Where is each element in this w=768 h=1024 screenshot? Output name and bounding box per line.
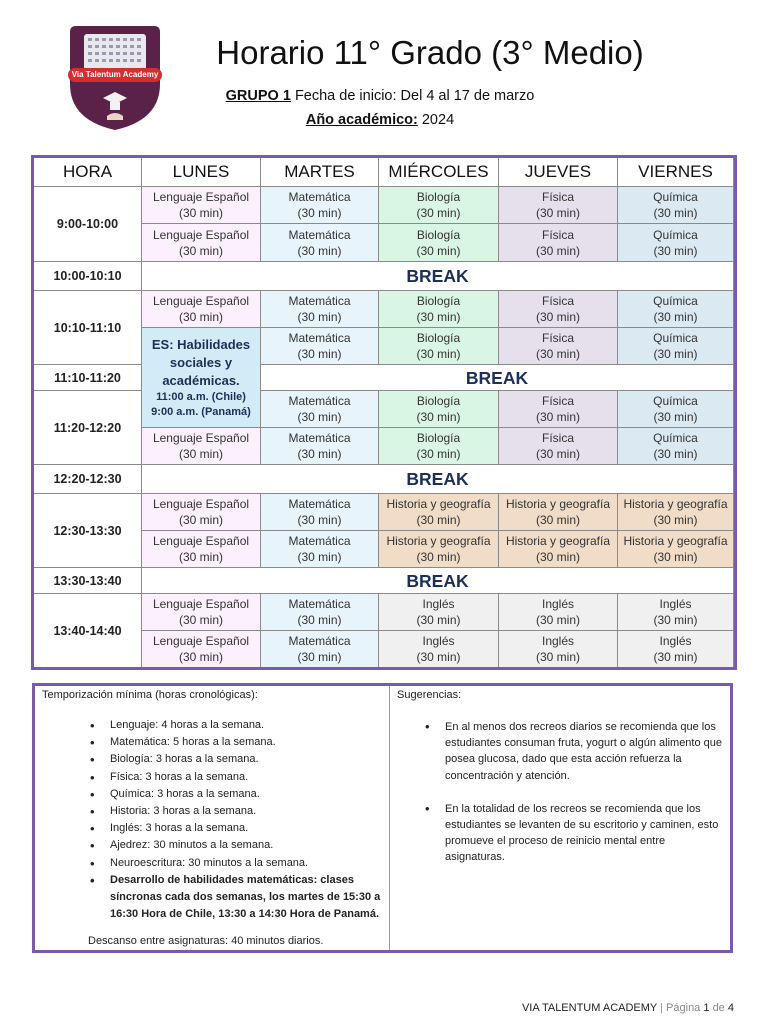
group-line [200, 88, 560, 104]
minimum-timing-title: Temporización mínima (horas cronológicas): [42, 689, 258, 701]
subject-duration: (30 min) [535, 513, 580, 527]
break-row [142, 262, 734, 291]
subject-duration: (30 min) [416, 206, 461, 220]
special-line: académicas. [162, 372, 240, 388]
break-label: BREAK [406, 570, 469, 591]
subject-duration: (30 min) [535, 206, 580, 220]
time-slot-label: 10:10-11:10 [53, 320, 122, 335]
subject-name: Historia y geografía [623, 534, 728, 548]
schedule-cell [499, 391, 618, 428]
time-slot [34, 291, 142, 365]
schedule-cell [142, 494, 261, 531]
subject-name: Física [541, 190, 574, 204]
minimum-timing-panel [35, 686, 390, 950]
schedule-cell [499, 631, 618, 668]
schedule-cell [618, 291, 734, 328]
subject-name: Inglés [659, 634, 692, 648]
subject-name: Lenguaje Español [152, 534, 250, 548]
column-header-label: MIÉRCOLES [388, 162, 489, 181]
year-line [200, 112, 560, 128]
suggestions-list [397, 719, 730, 866]
year-value: 2024 [417, 112, 455, 128]
schedule-cell [142, 187, 261, 224]
time-slot-label: 13:40-14:40 [53, 623, 122, 638]
subject-name: Física [541, 331, 574, 345]
subject-duration: (30 min) [653, 347, 698, 361]
year-label: Año académico: [305, 112, 418, 128]
group-label: GRUPO 1 [225, 88, 291, 104]
subject-name: Inglés [541, 597, 575, 611]
subject-name: Historia y geografía [623, 497, 728, 511]
schedule-cell [618, 187, 734, 224]
subject-name: Lenguaje Español [152, 431, 250, 445]
timing-item: • Química: 3 horas a la semana. [110, 786, 389, 803]
time-slot [34, 594, 142, 668]
time-slot-label: 11:20-12:20 [53, 420, 122, 435]
schedule-cell [379, 631, 499, 668]
subject-duration: (30 min) [416, 550, 461, 564]
subject-duration: (30 min) [416, 243, 461, 258]
minimum-timing-list [42, 717, 389, 923]
time-slot [34, 494, 142, 568]
time-slot [34, 187, 142, 262]
subject-duration: (30 min) [416, 650, 461, 664]
schedule-cell [499, 531, 618, 568]
subject-name: Matemática [288, 431, 351, 445]
subject-duration: (30 min) [297, 410, 342, 424]
column-header-label: LUNES [172, 162, 230, 181]
special-line: sociales y [169, 354, 233, 370]
subject-name: Historia y geografía [505, 497, 611, 511]
suggestions-title: Sugerencias: [397, 689, 462, 701]
subject-name: Matemática [288, 597, 351, 611]
schedule-cell [261, 291, 379, 328]
subject-name: Biología [416, 190, 461, 204]
break-label: BREAK [406, 469, 469, 489]
subject-name: Historia y geografía [386, 534, 491, 548]
column-header [34, 158, 142, 187]
subject-duration: (30 min) [297, 550, 342, 564]
time-slot-label: 13:30-13:40 [53, 573, 122, 588]
subject-name: Biología [416, 227, 461, 242]
subject-name: Química [653, 227, 698, 242]
footer-page-number: 1 [703, 1002, 710, 1014]
subject-name: Matemática [288, 534, 351, 548]
subject-duration: (30 min) [535, 613, 580, 627]
schedule-cell [261, 428, 379, 465]
subject-duration: (30 min) [653, 206, 698, 220]
subject-duration: (30 min) [653, 550, 698, 564]
footer-page-total: 4 [727, 1002, 734, 1014]
suggestion-item: • En al menos dos recreos diarios se recomienda que los estudiantes consuman fruta, yogurt o algún alimento que posea glucosa, dado que esta acción refuerza la concentración y atención. [445, 719, 725, 784]
schedule-cell [261, 494, 379, 531]
timing-item: • Ajedrez: 30 minutos a la semana. [110, 837, 389, 854]
subject-duration: (30 min) [178, 206, 223, 220]
subject-name: Matemática [288, 331, 351, 345]
time-slot [34, 262, 142, 291]
subject-duration: (30 min) [178, 447, 223, 461]
schedule-cell [499, 187, 618, 224]
subject-duration: (30 min) [416, 310, 461, 324]
schedule-cell [499, 328, 618, 365]
schedule-cell [618, 391, 734, 428]
column-header-label: VIERNES [638, 162, 713, 181]
subject-duration: (30 min) [653, 243, 698, 258]
subject-duration: (30 min) [535, 347, 580, 361]
subject-duration: (30 min) [535, 550, 580, 564]
subject-duration: (30 min) [653, 613, 698, 627]
subject-name: Biología [416, 331, 461, 345]
subject-duration: (30 min) [178, 310, 223, 324]
schedule-cell [618, 224, 734, 262]
time-slot [34, 465, 142, 494]
subject-duration: (30 min) [297, 206, 342, 220]
schedule-cell [499, 594, 618, 631]
subject-name: Física [541, 294, 574, 308]
schedule-cell [618, 631, 734, 668]
subject-duration: (30 min) [653, 513, 698, 527]
subject-name: Lenguaje Español [152, 190, 250, 204]
break-note: Descanso entre asignaturas: 40 minutos diarios. [88, 935, 324, 948]
schedule-cell [618, 328, 734, 365]
subject-name: Lenguaje Español [152, 597, 250, 611]
subject-name: Química [653, 294, 698, 308]
subject-duration: (30 min) [178, 243, 223, 258]
schedule-cell [261, 594, 379, 631]
subject-duration: (30 min) [653, 310, 698, 324]
subject-duration: (30 min) [416, 447, 461, 461]
notes-box [32, 683, 733, 953]
schedule-cell [379, 428, 499, 465]
break-label: BREAK [406, 266, 469, 286]
subject-duration: (30 min) [653, 447, 698, 461]
footer-of: de [712, 1002, 725, 1014]
subject-duration: (30 min) [535, 243, 580, 258]
timing-item: • Matemática: 5 horas a la semana. [110, 734, 389, 751]
schedule-cell [142, 224, 261, 262]
time-slot-label: 12:20-12:30 [53, 472, 122, 486]
column-header-label: MARTES [284, 162, 355, 181]
subject-duration: (30 min) [535, 447, 580, 461]
suggestion-item: • En la totalidad de los recreos se recomienda que los estudiantes se levanten de su escritorio y caminen, esto promueve el proceso de reinicio mental entre asignaturas. [445, 801, 725, 866]
break-row [142, 465, 734, 494]
column-header [142, 158, 261, 187]
schedule-cell [379, 494, 499, 531]
time-slot-label: 12:30-13:30 [53, 523, 122, 538]
schedule-cell [379, 391, 499, 428]
subject-duration: (30 min) [297, 613, 342, 627]
subject-name: Lenguaje Español [152, 497, 250, 511]
schedule-cell [261, 224, 379, 262]
subject-name: Matemática [288, 190, 351, 204]
schedule-cell [618, 428, 734, 465]
time-slot [34, 568, 142, 594]
schedule-cell [379, 187, 499, 224]
schedule-cell [499, 224, 618, 262]
subject-name: Química [653, 331, 698, 345]
schedule-cell [379, 224, 499, 262]
special-time-chile: 11:00 a.m. (Chile) [156, 390, 246, 403]
subject-duration: (30 min) [297, 310, 342, 324]
column-header [499, 158, 618, 187]
subject-duration: (30 min) [416, 513, 461, 527]
start-date: Fecha de inicio: Del 4 al 17 de marzo [290, 88, 535, 104]
column-header-label: HORA [62, 162, 113, 181]
schedule-cell [379, 291, 499, 328]
page-title: Horario 11° Grado (3° Medio) [216, 34, 644, 71]
subject-name: Biología [416, 394, 461, 408]
schedule-cell [261, 391, 379, 428]
schedule-cell [618, 594, 734, 631]
subject-name: Química [653, 394, 698, 408]
schedule-cell [261, 328, 379, 365]
timing-item: • Física: 3 horas a la semana. [110, 769, 389, 786]
subject-name: Inglés [659, 597, 692, 611]
schedule-cell [142, 631, 261, 668]
subject-duration: (30 min) [178, 513, 223, 527]
break-row [261, 365, 734, 391]
time-slot-label: 10:00-10:10 [53, 269, 122, 283]
subject-duration: (30 min) [416, 410, 461, 424]
schedule-cell [142, 594, 261, 631]
column-header [379, 158, 499, 187]
subject-duration: (30 min) [653, 410, 698, 424]
suggestions-panel [390, 686, 730, 950]
special-time-panama: 9:00 a.m. (Panamá) [151, 405, 251, 418]
subject-duration: (30 min) [297, 513, 342, 527]
subject-duration: (30 min) [178, 613, 223, 627]
schedule-cell [499, 494, 618, 531]
time-slot-label: 9:00-10:00 [56, 217, 119, 231]
subject-duration: (30 min) [535, 310, 580, 324]
timing-item: • Biología: 3 horas a la semana. [110, 751, 389, 768]
page-footer: VIA TALENTUM ACADEMY | Página 1 de 4 [521, 1002, 734, 1014]
schedule-cell [499, 428, 618, 465]
subject-name: Física [541, 394, 574, 408]
timing-item: • Desarrollo de habilidades matemáticas: clases síncronas cada dos semanas, los martes de 15:30 a 16:30 Hora de Chile, 13:30 a 14:30 Hora de Panamá. [110, 872, 382, 924]
special-session-cell [142, 328, 261, 428]
schedule-cell [261, 531, 379, 568]
subject-name: Matemática [288, 394, 351, 408]
break-row [142, 568, 734, 594]
subject-name: Física [541, 227, 574, 242]
subject-name: Matemática [288, 227, 351, 242]
column-header [261, 158, 379, 187]
subject-duration: (30 min) [297, 447, 342, 461]
footer-page-label: Página [666, 1002, 701, 1014]
subject-name: Inglés [541, 634, 575, 648]
schedule-cell [261, 187, 379, 224]
schedule-cell [618, 494, 734, 531]
logo-text: Via Talentum Academy [71, 70, 159, 79]
time-slot-label: 11:10-11:20 [54, 370, 121, 385]
subject-name: Matemática [288, 497, 351, 511]
schedule-table [31, 155, 737, 670]
subject-duration: (30 min) [297, 650, 342, 664]
schedule-cell [142, 291, 261, 328]
subject-duration: (30 min) [535, 410, 580, 424]
subject-duration: (30 min) [535, 650, 580, 664]
subject-duration: (30 min) [416, 347, 461, 361]
timing-item: • Inglés: 3 horas a la semana. [110, 820, 389, 837]
column-header [618, 158, 734, 187]
subject-name: Lenguaje Español [152, 227, 250, 242]
subject-duration: (30 min) [416, 613, 461, 627]
subject-name: Matemática [288, 634, 351, 648]
column-header-label: JUEVES [524, 162, 592, 181]
subject-duration: (30 min) [178, 550, 223, 564]
subject-name: Lenguaje Español [152, 294, 250, 308]
subject-name: Química [653, 431, 698, 445]
subject-name: Inglés [422, 634, 455, 648]
schedule-cell [379, 328, 499, 365]
subject-name: Matemática [288, 294, 351, 308]
schedule-cell [379, 594, 499, 631]
schedule-cell [379, 531, 499, 568]
schedule-cell [142, 428, 261, 465]
footer-org: VIA TALENTUM ACADEMY [521, 1002, 658, 1014]
subject-duration: (30 min) [653, 650, 698, 664]
subject-name: Historia y geografía [386, 497, 491, 511]
subject-name: Química [653, 190, 698, 204]
timing-item: • Neuroescritura: 30 minutos a la semana. [110, 855, 389, 872]
subject-name: Biología [416, 431, 461, 445]
subject-name: Biología [416, 294, 461, 308]
schedule-cell [618, 531, 734, 568]
subject-duration: (30 min) [297, 347, 342, 361]
schedule-cell [499, 291, 618, 328]
subject-name: Física [541, 431, 574, 445]
timing-item: • Lenguaje: 4 horas a la semana. [110, 717, 389, 734]
subject-duration: (30 min) [297, 243, 342, 258]
subject-duration: (30 min) [178, 650, 223, 664]
subject-name: Inglés [422, 597, 455, 611]
break-label: BREAK [465, 367, 529, 388]
timing-item: • Historia: 3 horas a la semana. [110, 803, 389, 820]
time-slot [34, 391, 142, 465]
schedule-cell [261, 631, 379, 668]
schedule-cell [142, 531, 261, 568]
subject-name: Historia y geografía [505, 534, 611, 548]
special-line: ES: Habilidades [151, 336, 251, 352]
subject-name: Lenguaje Español [152, 634, 250, 648]
time-slot [34, 365, 142, 391]
